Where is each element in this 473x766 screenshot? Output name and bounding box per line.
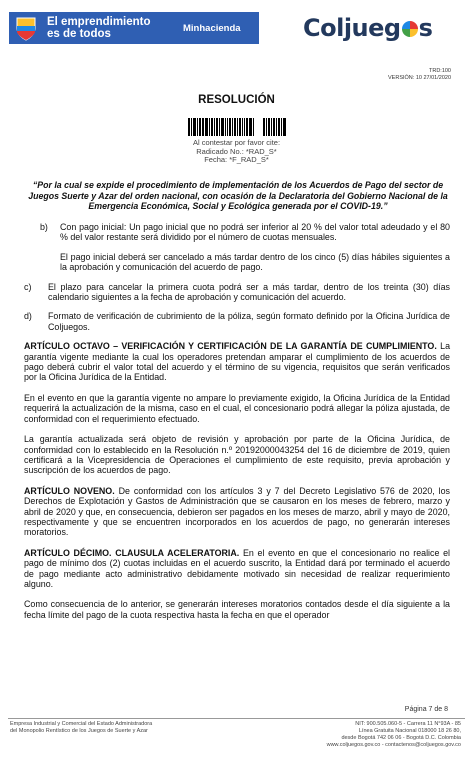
brand-prefix: Coljueg (303, 14, 401, 42)
footer-entity-line2: del Monopolio Rentístico de los Juegos de Suerte y Azar (10, 728, 148, 734)
paragraph: La garantía actualizada será objeto de revisión y aprobación por parte de la Oficina Jurídica, de conformidad con lo establecido en la Resolución n.º 20192000043254 del 16 de diciembre de 2019, quien certificará a la Vicepresidencia de Operaciones el cumplimiento de este requisito, previa aprobación y suscripción de los acuerdos de pago. (24, 434, 450, 476)
radicado-date: Fecha: *F_RAD_S* (204, 155, 269, 164)
document-meta (388, 68, 451, 82)
list-item-text: El plazo para cancelar la primera cuota podrá ser a más tardar, dentro de los treinta (30) días calendario siguientes a la fecha de aprobación y comunicación del acuerdo. (48, 281, 450, 303)
footer-phone-line: Línea Gratuita Nacional 018000 18 26 80, (358, 728, 461, 734)
radicado-number: Radicado No.: *RAD_S* (196, 146, 277, 156)
document-title: RESOLUCIÓN (198, 94, 275, 106)
barcode-icon (188, 118, 286, 136)
article-eighth (24, 341, 450, 383)
ministry-label: Minhacienda (183, 22, 241, 34)
footer-nit: NIT: 900.505.060-5 - Carrera 11 N°93A - 85 (355, 721, 461, 727)
list-item-b (24, 222, 450, 273)
list-item-d (24, 311, 450, 332)
trd-code: TRD:100 (428, 68, 451, 74)
article-heading: ARTÍCULO OCTAVO – VERIFICACIÓN Y CERTIFICACIÓN DE LA GARANTÍA DE CUMPLIMIENTO. (24, 341, 437, 352)
footer-website: www.coljuegos.gov.co - contactenos@coljuegos.gov.co (326, 742, 461, 748)
brand-o-icon (402, 21, 418, 37)
paragraph: Como consecuencia de lo anterior, se generarán intereses moratorios contados desde el día siguiente a la fecha límite del pago de la cuota respectiva hasta la fecha en que el operador (24, 599, 450, 620)
list-item-c (24, 282, 450, 303)
footer-contact (271, 721, 461, 749)
radicado-instruction: Al contestar por favor cite: (192, 138, 281, 147)
list-marker: d) (24, 311, 32, 322)
page-number: Página 7 de 8 (404, 706, 448, 713)
coljuegos-logo (303, 14, 432, 42)
list-item-text: El pago inicial deberá ser cancelado a más tardar dentro de los cinco (5) días hábiles siguientes a la aprobación y comunicación del acuerdo de pago. (60, 251, 450, 273)
header-banner (9, 12, 259, 44)
footer-bogota-phone: desde Bogotá 742 06 06 - Bogotá D.C. Colombia (341, 735, 461, 741)
article-text: De conformidad con los artículos 3 y 7 del Decreto Legislativo 576 de 2020, los Derechos de Explotación y Gastos de Administración que se causaron en los meses de febrero, marzo y abril de 2020 y que, en consecuencia, debieron ser pagados en los meses de marzo, abril y mayo de 2020, respectivamente y que se encuentren incorporados en los acuerdos de pago, no generarán intereses moratorios. (24, 485, 450, 538)
banner-slogan-line1: El emprendimiento (47, 16, 151, 28)
paragraph: En el evento en que la garantía vigente no ampare lo previamente exigido, la Oficina Jurídica de la Entidad requerirá la actualización de la misma, caso en el cual, el concesionario podrá allegar la póliza ajustada, de conformidad con el requerimiento efectuado. (24, 392, 450, 424)
footer-entity (10, 721, 210, 735)
list-item-text: Formato de verificación de cubrimiento de la póliza, según formato definido por la Oficina Jurídica de Coljuegos. (48, 311, 450, 332)
list-marker: b) (40, 222, 48, 232)
version-label: VERSIÓN: 10 27/01/2020 (388, 75, 451, 81)
article-text: En el evento en que el concesionario no realice el pago de mínimo dos (2) cuotas incluidas en el acuerdo suscrito, la Entidad dará por terminado el acuerdo de pago mediante acto administrativo debidamente motivado sin necesidad de realizar requerimiento alguno. (24, 547, 451, 589)
list-marker: c) (24, 281, 32, 292)
article-heading: ARTÍCULO NOVENO. (24, 485, 115, 496)
list-item-text: Con pago inicial: Un pago inicial que no podrá ser inferior al 20 % del valor total adeudado y el 80 % del valor restante será dividido por el número de cuotas mensuales. (60, 222, 450, 243)
article-tenth (24, 548, 450, 590)
resolution-subject: “Por la cual se expide el procedimiento de implementación de los Acuerdos de Pago del sector de Juegos Suerte y Azar del orden nacional, con ocasión de la Declaratoria del Gobierno Nacional de la Emergencia Económica, Social y Ecológica generada por el COVID-19.” (28, 180, 448, 211)
article-ninth (24, 486, 450, 538)
radicado-block (0, 139, 473, 165)
banner-slogan (47, 16, 165, 40)
banner-slogan-line2: es de todos (47, 28, 111, 40)
document-body (24, 222, 450, 630)
article-text: La garantía vigente mediante la cual los operadores pretendan amparar el cumplimiento de los acuerdos de pago deberá cubrir el valor total del acuerdo y el término de su vigencia, requisitos que serán verificados por la Oficina Jurídica de la Entidad. (24, 341, 450, 383)
article-heading: ARTÍCULO DÉCIMO. CLAUSULA ACELERATORIA. (24, 547, 240, 558)
footer-entity-line1: Empresa Industrial y Comercial del Estado Administradora (10, 721, 153, 727)
coat-of-arms-icon (11, 13, 41, 43)
brand-suffix: s (418, 14, 433, 42)
footer-divider (8, 718, 465, 719)
